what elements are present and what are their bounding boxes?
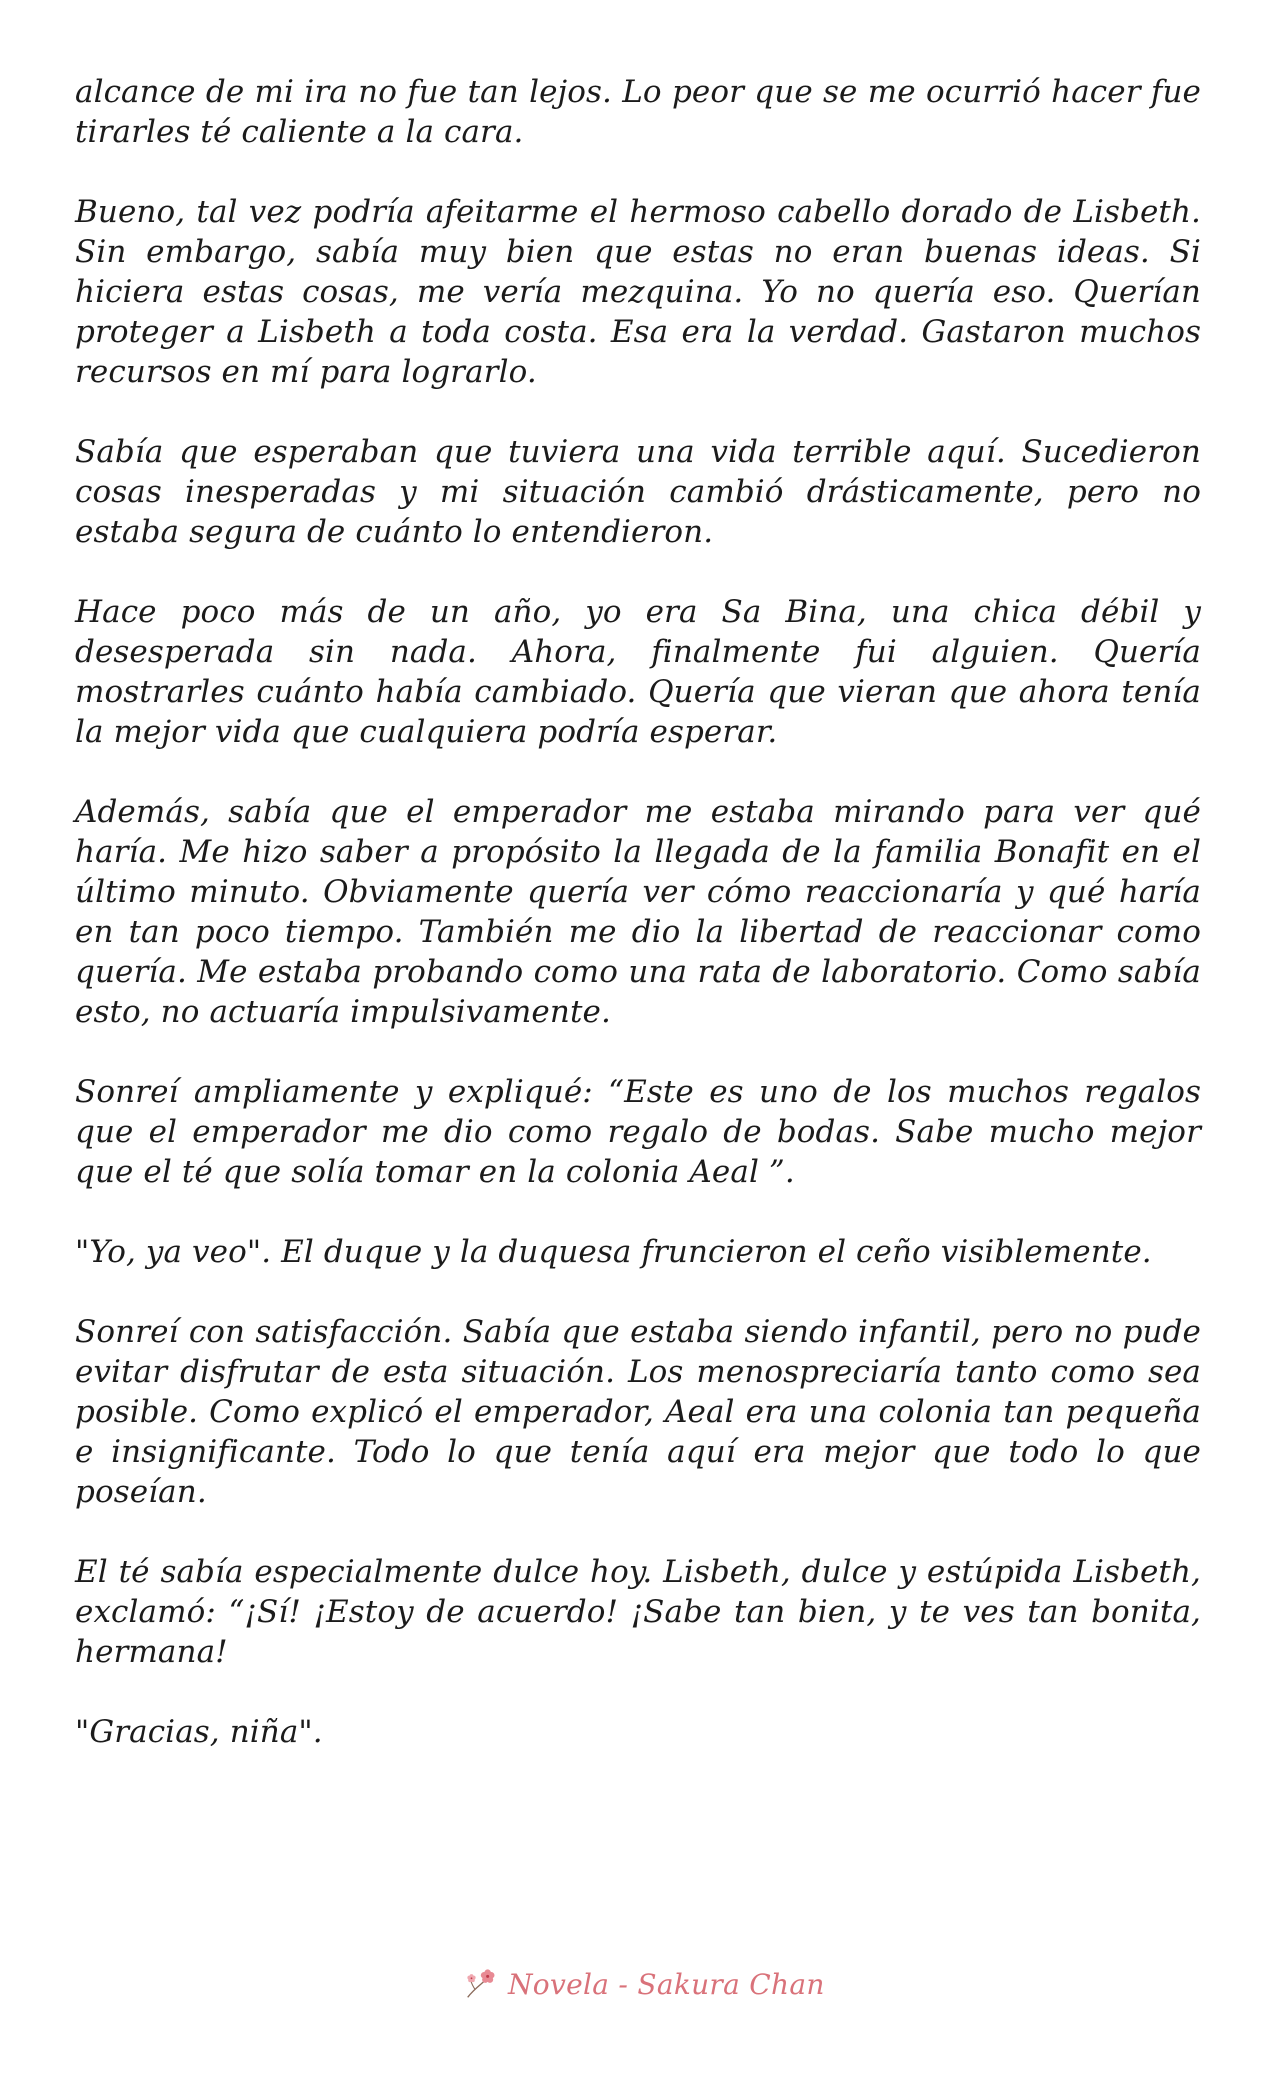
footer-watermark (462, 1962, 862, 2006)
paragraph: Además, sabía que el emperador me estaba mirando para ver qué haría. Me hizo saber a propósito la llegada de la familia Bonafit en el último minuto. Obviamente quería ver cómo reaccionaría y qué haría en tan poco tiempo. También me dio la libertad de reaccionar como quería. Me estaba probando como una rata de laboratorio. Como sabía esto, no actuaría impulsivamente. (75, 794, 1201, 1030)
document-body (75, 72, 1201, 1792)
paragraph: Hace poco más de un año, yo era Sa Bina, una chica débil y desesperada sin nada. Ahora, finalmente fui alguien. Quería mostrarles cuánto había cambiado. Quería que vieran que ahora tenía la mejor vida que cualquiera podría esperar. (75, 594, 1201, 750)
sakura-flower-icon (462, 1965, 500, 2003)
paragraph: "Gracias, niña". (75, 1714, 323, 1750)
paragraph: Sabía que esperaban que tuviera una vida terrible aquí. Sucedieron cosas inesperadas y mi situación cambió drásticamente, pero no estaba segura de cuánto lo entendieron. (75, 434, 1201, 550)
paragraph: alcance de mi ira no fue tan lejos. Lo peor que se me ocurrió hacer fue tirarles té caliente a la cara. (75, 74, 1201, 150)
paragraph: El té sabía especialmente dulce hoy. Lisbeth, dulce y estúpida Lisbeth, exclamó: “¡Sí! ¡Estoy de acuerdo! ¡Sabe tan bien, y te ves tan bonita, hermana! (75, 1554, 1201, 1670)
paragraph: Sonreí ampliamente y expliqué: “Este es uno de los muchos regalos que el emperador me dio como regalo de bodas. Sabe mucho mejor que el té que solía tomar en la colonia Aeal ”. (75, 1074, 1201, 1190)
paragraph: "Yo, ya veo". El duque y la duquesa fruncieron el ceño visiblemente. (75, 1234, 1152, 1270)
paragraph: Bueno, tal vez podría afeitarme el hermoso cabello dorado de Lisbeth. Sin embargo, sabía muy bien que estas no eran buenas ideas. Si hiciera estas cosas, me vería mezquina. Yo no quería eso. Querían proteger a Lisbeth a toda costa. Esa era la verdad. Gastaron muchos recursos en mí para lograrlo. (75, 194, 1201, 390)
footer-brand: Novela - Sakura Chan (508, 1967, 825, 2001)
paragraph: Sonreí con satisfacción. Sabía que estaba siendo infantil, pero no pude evitar disfrutar de esta situación. Los menospreciaría tanto como sea posible. Como explicó el emperador, Aeal era una colonia tan pequeña e insignificante. Todo lo que tenía aquí era mejor que todo lo que poseían. (75, 1314, 1201, 1510)
